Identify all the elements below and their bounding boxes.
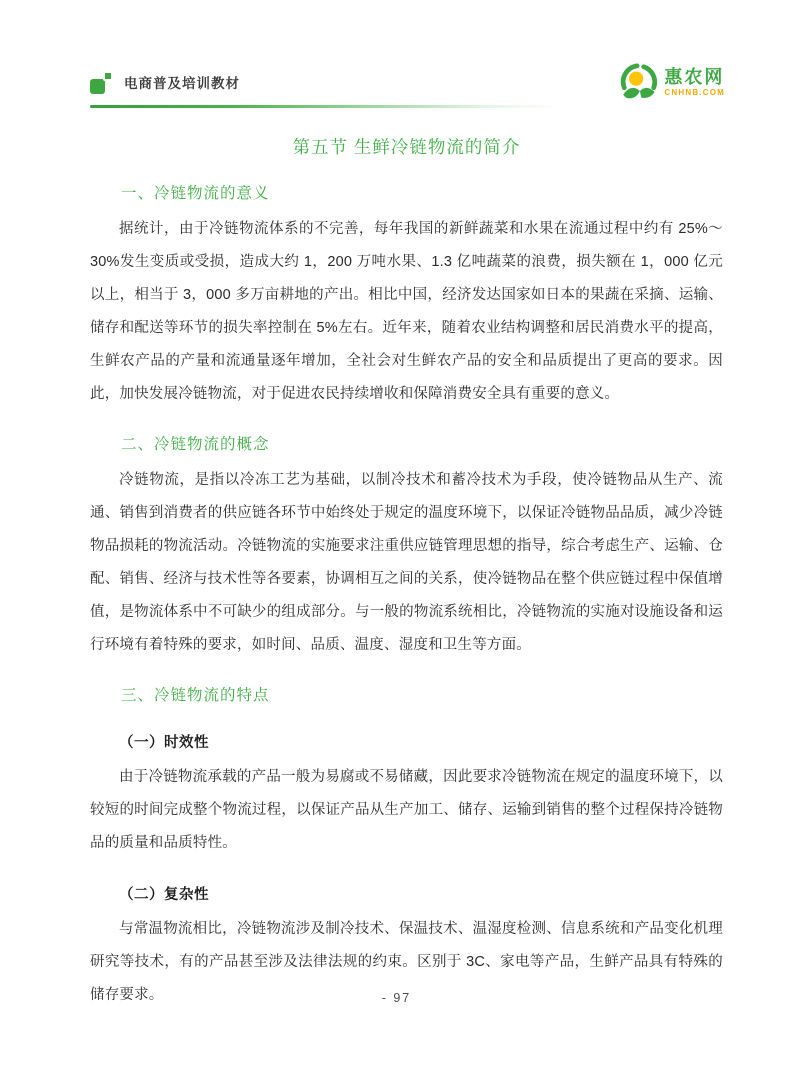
section-heading-concept: 二、冷链物流的概念 [121,436,270,453]
booklet-logo-icon [90,71,113,94]
subsection-heading-timeliness: （一）时效性 [119,735,209,751]
brand-text [664,68,725,97]
subsection-heading-complexity: （二）复杂性 [119,887,209,903]
brand-domain: CNHNB.COM [664,87,725,97]
page-header [0,0,793,108]
brand-name: 惠农网 [664,66,725,87]
logo-square-large [90,79,105,94]
paragraph-concept: 冷链物流，是指以冷冻工艺为基础，以制冷技术和蓄冷技术为手段，使冷链物品从生产、流通、销售到消费者的供应链各环节中始终处于规定的温度环境下，以保证冷链物品品质，减少冷链物品损耗的物流活动。冷链物流的实施要求注重供应链管理思想的指导，综合考虑生产、运输、仓配、销售、经济与技术性等各要素，协调相互之间的关系，使冷链物品在整个供应链过程中保值增值，是物流体系中不可缺少的组成部分。与一般的物流系统相比，冷链物流的实施对设施设备和运行环境有着特殊的要求，如时间、品质、温度、湿度和卫生等方面。 [90,472,723,653]
booklet-title: 电商普及培训教材 [124,76,240,91]
cnhnb-emblem-icon [620,63,658,101]
paragraph-timeliness: 由于冷链物流承载的产品一般为易腐或不易储藏，因此要求冷链物流在规定的温度环境下，以较短的时间完成整个物流过程，以保证产品从生产加工、储存、运输到销售的整个过程保持冷链物品的质量和品质特性。 [90,769,723,851]
section-heading-features: 三、冷链物流的特点 [121,687,270,704]
page-number: - 97 [381,991,412,1005]
logo-square-small [103,71,113,81]
header-row [90,62,725,102]
booklet-brand [90,71,240,94]
page-title: 第五节 生鲜冷链物流的简介 [292,137,521,157]
paragraph-complexity: 与常温物流相比，冷链物流涉及制冷技术、保温技术、温湿度检测、信息系统和产品变化机理研究等技术，有的产品甚至涉及法律法规的约束。区别于 3C、家电等产品，生鲜产品具有特殊的储存要求。 [90,921,723,1003]
paragraph-significance: 据统计，由于冷链物流体系的不完善，每年我国的新鲜蔬菜和水果在流通过程中约有 25%～30%发生变质或受损，造成大约 1，200 万吨水果、1.3 亿吨蔬菜的浪费，损失额在 1，000 亿元以上，相当于 3，000 多万亩耕地的产出。相比中国，经济发达国家如日本的果蔬在采摘、运输、储存和配送等环节的损失率控制在 5%左右。近年来，随着农业结构调整和居民消费水平的提高，生鲜农产品的产量和流通量逐年增加，全社会对生鲜农产品的安全和品质提出了更高的要求。因此，加快发展冷链物流，对于促进农民持续增收和保障消费安全具有重要的意义。 [90,221,723,402]
section-heading-significance: 一、冷链物流的意义 [121,185,270,202]
document-body [0,134,793,1012]
cnhnb-logo [620,63,725,101]
header-divider [90,105,725,108]
